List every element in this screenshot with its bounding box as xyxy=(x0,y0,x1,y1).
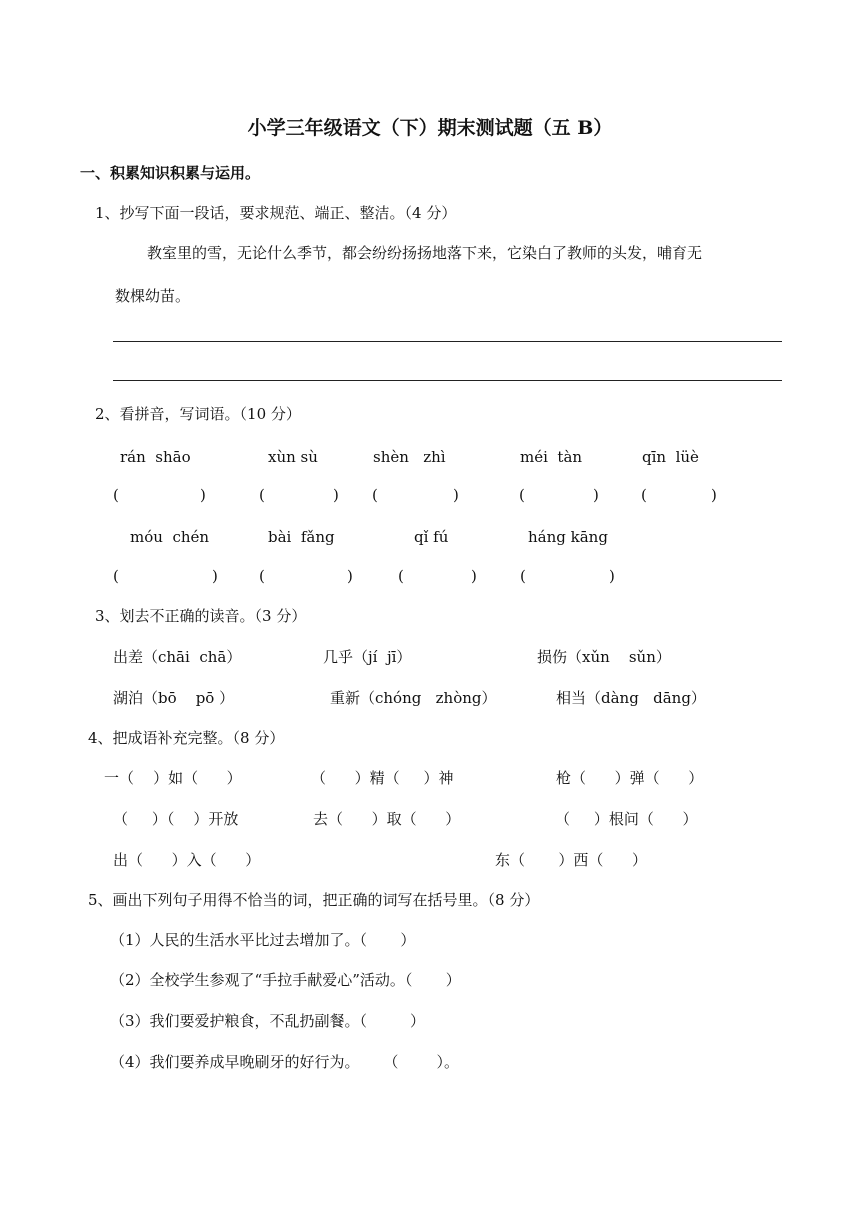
answer-line[interactable] xyxy=(113,380,782,381)
question-5-heading: 5、画出下列句子用得不恰当的词，把正确的词写在括号里。（8 分） xyxy=(88,891,540,909)
reading-item: 湖泊（bō pō ） xyxy=(113,689,235,707)
question-1-passage: 数棵幼苗。 xyxy=(115,287,191,305)
pinyin-item: qīn lüè xyxy=(642,448,699,466)
answer-paren-open: ( xyxy=(372,486,378,504)
reading-item: 重新（chóng zhòng） xyxy=(330,689,497,707)
sentence-item: （4）我们要养成早晚刷牙的好行为。 （ ）。 xyxy=(110,1053,460,1071)
pinyin-item: méi tàn xyxy=(520,448,583,466)
pinyin-item: bài fǎng xyxy=(268,528,335,546)
idiom-item: 东（ ）西（ ） xyxy=(495,851,647,869)
reading-item: 几乎（jí jī） xyxy=(323,648,412,666)
question-4-heading: 4、把成语补充完整。（8 分） xyxy=(88,729,285,747)
question-1-heading: 1、抄写下面一段话，要求规范、端正、整洁。（4 分） xyxy=(95,204,457,222)
answer-paren-close: ) xyxy=(453,486,459,504)
pinyin-item: qǐ fú xyxy=(414,528,449,546)
answer-paren-open: ( xyxy=(398,567,404,585)
answer-paren-close: ) xyxy=(711,486,717,504)
pinyin-item: móu chén xyxy=(130,528,210,546)
answer-paren-close: ) xyxy=(609,567,615,585)
sentence-item: （3）我们要爱护粮食，不乱扔副餐。（ ） xyxy=(110,1012,425,1030)
answer-paren-open: ( xyxy=(259,486,265,504)
pinyin-item: xùn sù xyxy=(268,448,318,466)
pinyin-item: rán shāo xyxy=(120,448,191,466)
pinyin-item: shèn zhì xyxy=(373,448,446,466)
answer-paren-open: ( xyxy=(641,486,647,504)
answer-paren-open: ( xyxy=(519,486,525,504)
answer-paren-close: ) xyxy=(471,567,477,585)
idiom-item: （ ）（ ）开放 xyxy=(113,810,239,828)
question-3-heading: 3、划去不正确的读音。（3 分） xyxy=(95,607,307,625)
sentence-item: （2）全校学生参观了“手拉手献爱心”活动。（ ） xyxy=(110,971,461,989)
page-title: 小学三年级语文（下）期末测试题（五 B） xyxy=(247,117,613,139)
answer-line[interactable] xyxy=(113,341,782,342)
answer-paren-open: ( xyxy=(113,486,119,504)
idiom-item: 出（ ）入（ ） xyxy=(113,851,261,869)
answer-paren-close: ) xyxy=(212,567,218,585)
answer-paren-close: ) xyxy=(200,486,206,504)
reading-item: 相当（dàng dāng） xyxy=(556,689,706,707)
reading-item: 出差（chāi chā） xyxy=(113,648,242,666)
idiom-item: 去（ ）取（ ） xyxy=(313,810,461,828)
reading-item: 损伤（xǔn sǔn） xyxy=(537,648,671,666)
answer-paren-open: ( xyxy=(520,567,526,585)
pinyin-item: háng kāng xyxy=(528,528,608,546)
section-heading: 一、积累知识积累与运用。 xyxy=(80,164,261,182)
sentence-item: （1）人民的生活水平比过去增加了。（ ） xyxy=(110,931,416,949)
question-1-passage: 教室里的雪，无论什么季节，都会纷纷扬扬地落下来，它染白了教师的头发，哺育无 xyxy=(147,244,703,262)
answer-paren-open: ( xyxy=(113,567,119,585)
answer-paren-open: ( xyxy=(259,567,265,585)
idiom-item: 枪（ ）弹（ ） xyxy=(556,769,704,787)
answer-paren-close: ) xyxy=(333,486,339,504)
idiom-item: 一（ ）如（ ） xyxy=(104,769,242,787)
question-2-heading: 2、看拼音，写词语。（10 分） xyxy=(95,405,301,423)
idiom-item: （ ）根问（ ） xyxy=(555,810,698,828)
answer-paren-close: ) xyxy=(593,486,599,504)
answer-paren-close: ) xyxy=(347,567,353,585)
idiom-item: （ ）精（ ）神 xyxy=(311,769,454,787)
